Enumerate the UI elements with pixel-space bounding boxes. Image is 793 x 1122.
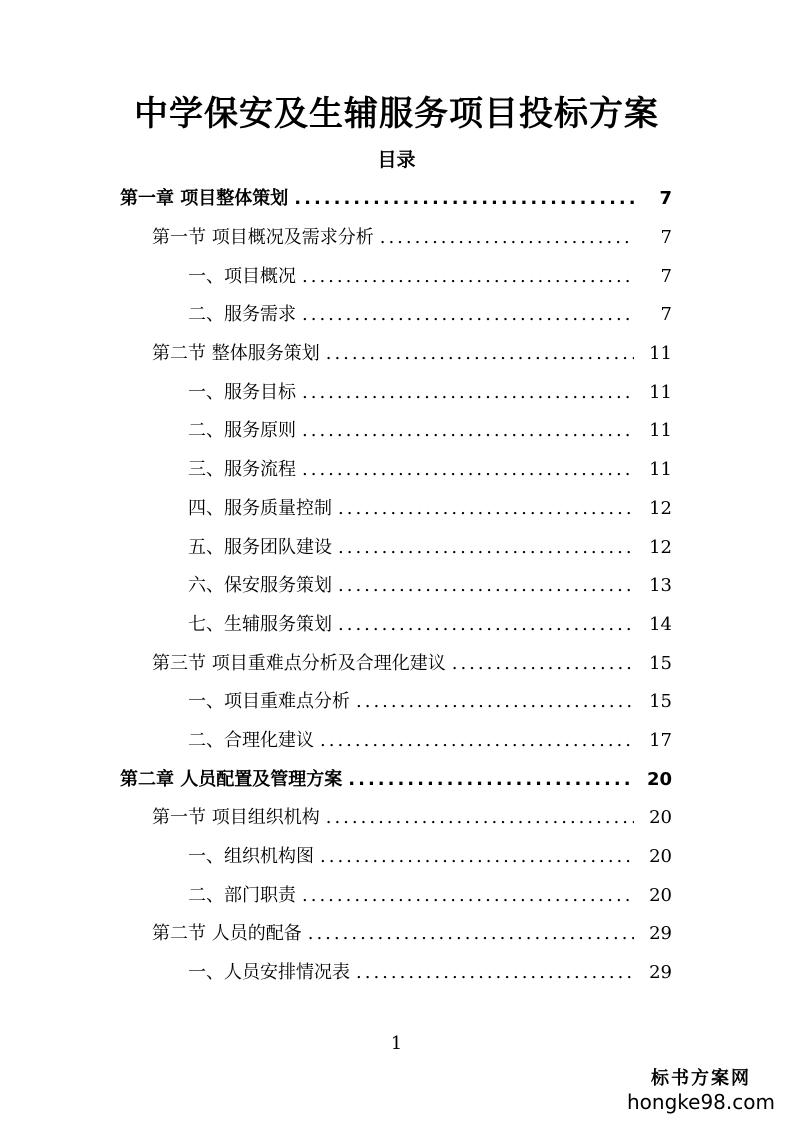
toc-entry-label: 第一节 项目概况及需求分析 (152, 227, 374, 249)
toc-entry-label: 第二节 人员的配备 (152, 923, 302, 945)
toc-entry-label: 五、服务团队建设 (188, 536, 332, 558)
toc-entry-label: 一、服务目标 (188, 381, 296, 403)
toc-entry-label: 二、服务原则 (188, 420, 296, 442)
toc-dot-leader (338, 613, 634, 637)
toc-entry[interactable] (0, 799, 793, 838)
toc-entry-page: 11 (649, 381, 672, 403)
toc-heading: 目录 (377, 149, 416, 171)
toc-entry-label: 四、服务质量控制 (188, 497, 332, 519)
toc-entry[interactable] (0, 257, 793, 296)
toc-entry[interactable] (0, 567, 793, 606)
toc-entry-label: 二、合理化建议 (188, 729, 314, 751)
toc-entry-label: 一、组织机构图 (188, 846, 314, 868)
toc-entry-label: 一、项目概况 (188, 265, 296, 287)
toc-entry-label: 三、服务流程 (188, 459, 296, 481)
toc-entry[interactable] (0, 876, 793, 915)
toc-dot-leader (338, 536, 634, 560)
toc-entry[interactable] (0, 954, 793, 993)
toc-entry-page: 11 (649, 459, 672, 481)
watermark-name: 标书方案网 (651, 1068, 751, 1089)
toc-entry[interactable] (0, 915, 793, 954)
toc-entry-page: 7 (660, 227, 672, 249)
watermark (621, 1068, 781, 1114)
toc-entry-label: 第二节 整体服务策划 (152, 343, 320, 365)
toc-entry-label: 二、部门职责 (188, 884, 296, 906)
toc-entry-page: 12 (649, 497, 672, 519)
toc-entry[interactable] (0, 838, 793, 877)
toc-entry-label: 第二章 人员配置及管理方案 (120, 768, 343, 790)
toc-dot-leader (302, 419, 634, 443)
toc-entry-label: 一、人员安排情况表 (188, 962, 350, 984)
toc-dot-leader (338, 497, 634, 521)
toc-dot-leader (326, 342, 634, 366)
toc-entry[interactable] (0, 296, 793, 335)
toc-dot-leader (326, 806, 634, 830)
toc-entry-page: 20 (649, 884, 672, 906)
toc-dot-leader (356, 690, 634, 714)
toc-dot-leader (348, 768, 634, 792)
toc-entry-page: 17 (649, 729, 672, 751)
toc-entry[interactable] (0, 606, 793, 645)
toc-entry-page: 20 (646, 768, 672, 790)
toc-dot-leader (320, 729, 634, 753)
toc-entry-label: 第三节 项目重难点分析及合理化建议 (152, 652, 446, 674)
toc-entry[interactable] (0, 760, 793, 799)
toc-dot-leader (302, 303, 634, 327)
toc-dot-leader (294, 187, 634, 211)
toc-entry-page: 13 (649, 575, 672, 597)
toc-entry-label: 七、生辅服务策划 (188, 613, 332, 635)
toc-entry-page: 14 (649, 613, 672, 635)
toc-entry[interactable] (0, 180, 793, 219)
toc-entry-page: 15 (649, 691, 672, 713)
toc-entry-page: 11 (649, 420, 672, 442)
toc-entry[interactable] (0, 412, 793, 451)
table-of-contents (0, 180, 793, 992)
toc-dot-leader (452, 652, 634, 676)
toc-dot-leader (380, 226, 634, 250)
toc-dot-leader (302, 381, 634, 405)
toc-dot-leader (356, 961, 634, 985)
toc-dot-leader (302, 884, 634, 908)
toc-entry-page: 12 (649, 536, 672, 558)
toc-dot-leader (302, 458, 634, 482)
toc-entry-page: 20 (649, 846, 672, 868)
toc-entry-label: 六、保安服务策划 (188, 575, 332, 597)
watermark-url: hongke98.com (627, 1090, 775, 1114)
toc-dot-leader (308, 922, 634, 946)
toc-entry-page: 7 (660, 265, 672, 287)
toc-entry-page: 7 (659, 188, 672, 210)
document-title: 中学保安及生辅服务项目投标方案 (134, 94, 659, 134)
toc-entry-label: 第一章 项目整体策划 (120, 188, 289, 210)
toc-entry-page: 20 (649, 807, 672, 829)
toc-entry[interactable] (0, 335, 793, 374)
toc-entry[interactable] (0, 722, 793, 761)
toc-entry-label: 第一节 项目组织机构 (152, 807, 320, 829)
toc-dot-leader (338, 574, 634, 598)
page-number: 1 (390, 1033, 403, 1054)
toc-entry-page: 29 (649, 962, 672, 984)
toc-entry[interactable] (0, 490, 793, 529)
toc-entry-label: 二、服务需求 (188, 304, 296, 326)
toc-entry-page: 29 (649, 923, 672, 945)
toc-entry-page: 11 (649, 343, 672, 365)
toc-entry[interactable] (0, 219, 793, 258)
toc-entry[interactable] (0, 683, 793, 722)
toc-entry[interactable] (0, 644, 793, 683)
toc-entry[interactable] (0, 373, 793, 412)
toc-entry-page: 7 (660, 304, 672, 326)
toc-entry[interactable] (0, 451, 793, 490)
toc-dot-leader (302, 265, 634, 289)
toc-entry-label: 一、项目重难点分析 (188, 691, 350, 713)
toc-entry[interactable] (0, 528, 793, 567)
toc-entry-page: 15 (649, 652, 672, 674)
toc-dot-leader (320, 845, 634, 869)
